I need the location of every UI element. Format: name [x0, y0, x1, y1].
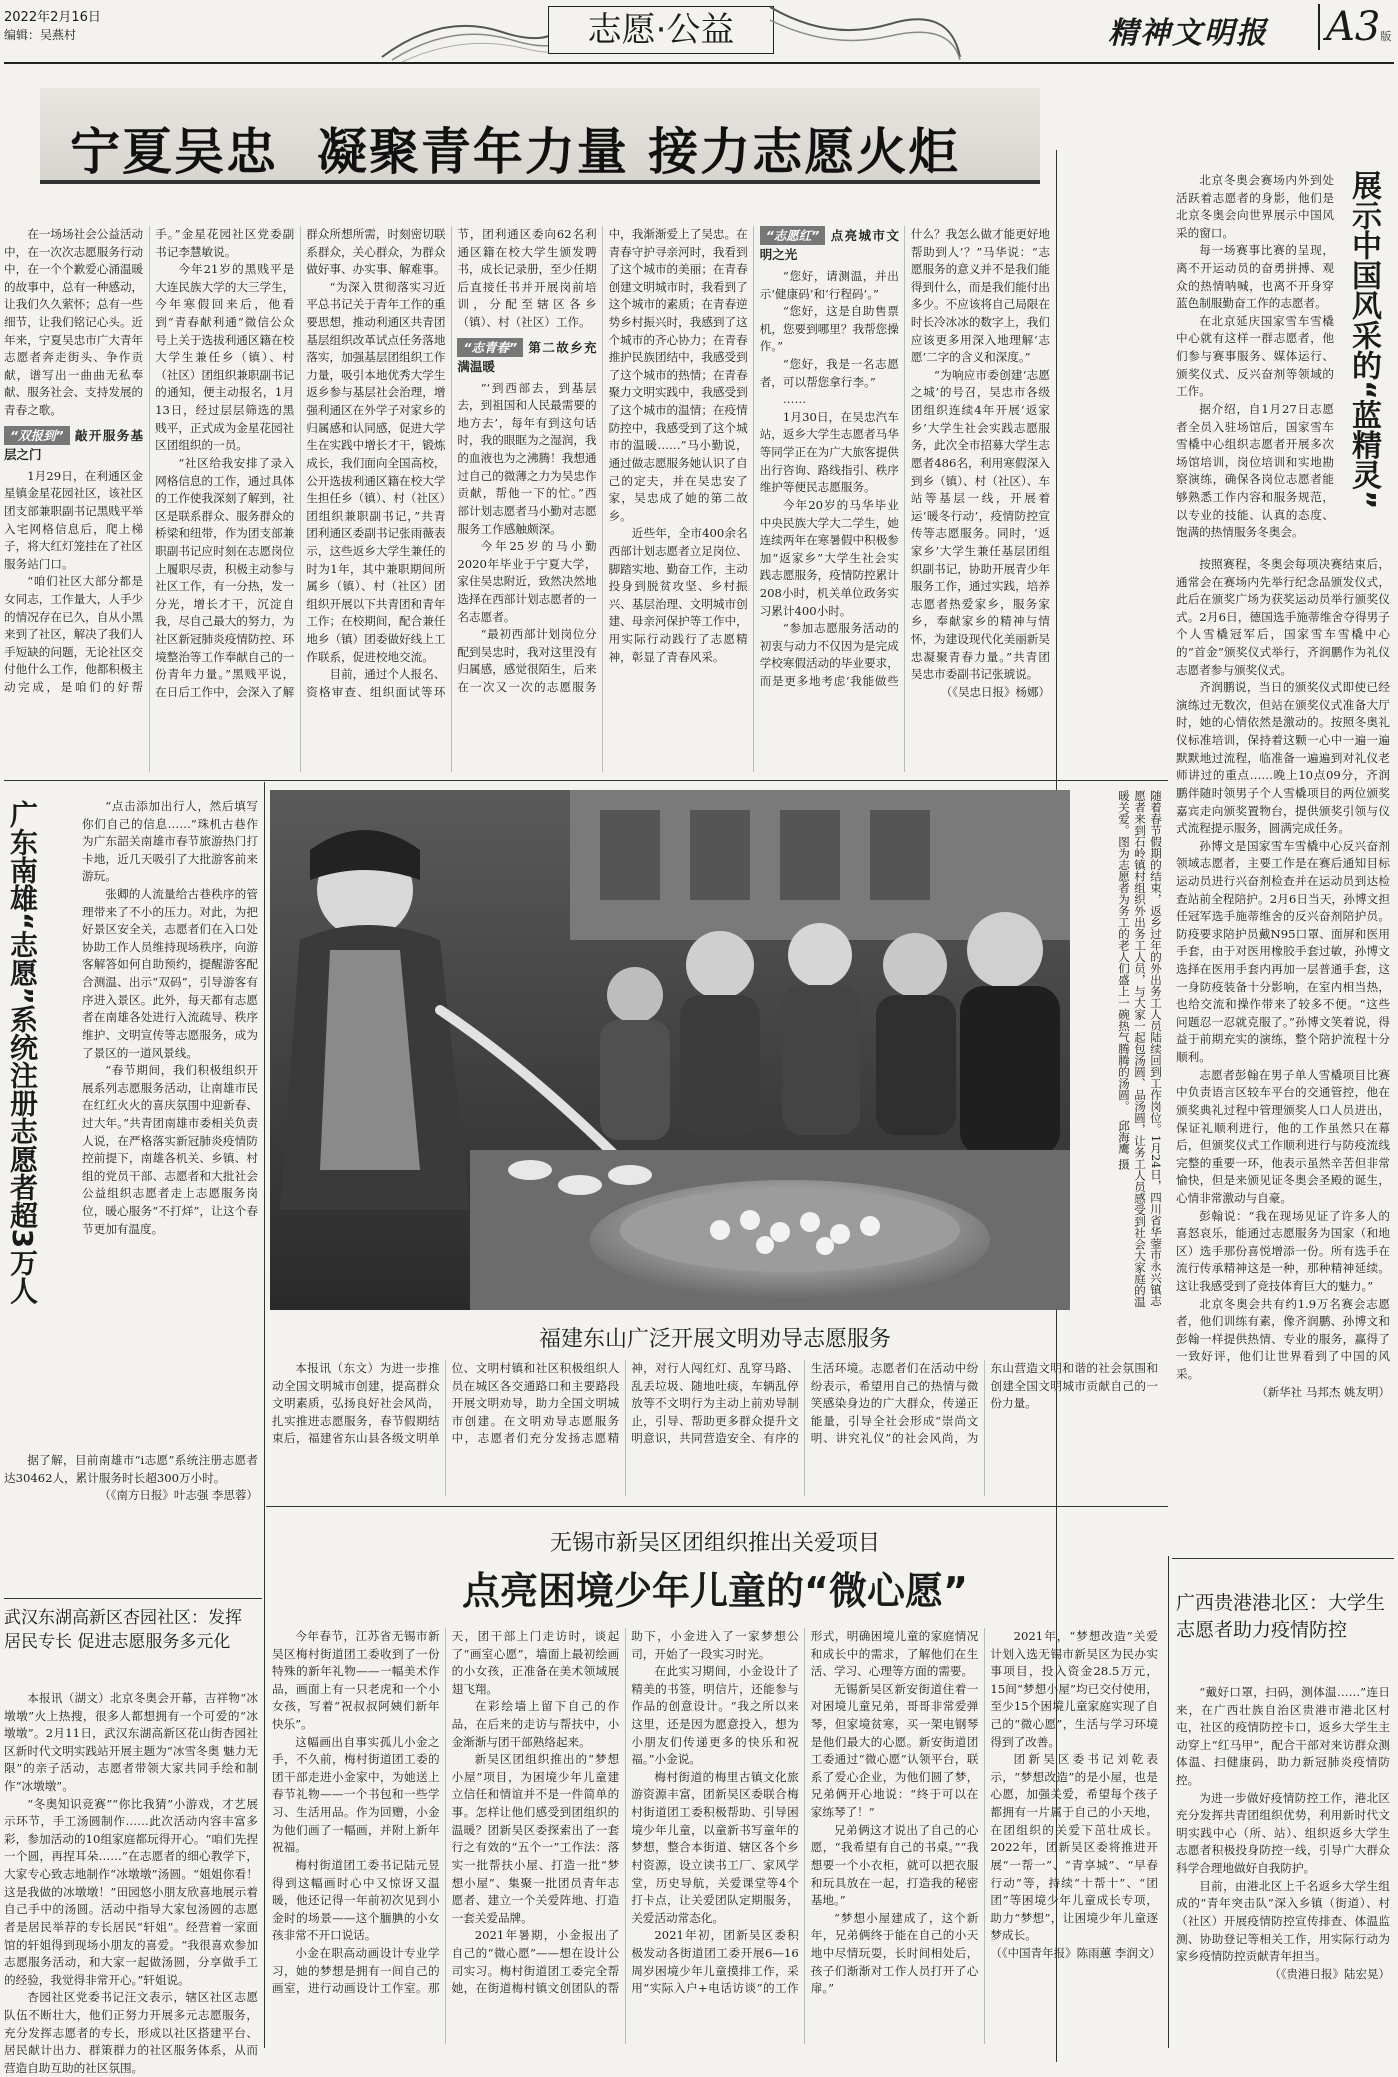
wuxi-article: [272, 1628, 1161, 2044]
nanxiong-credit: （《南方日报》叶志强 李思蓉）: [99, 1488, 258, 1503]
guangxi-paragraph: 目前，由港北区上千名返乡大学生组成的“青年突击队”深入乡镇（街道）、村（社区）开展疫情防控宣传排查、体温监测、协助登记等相关工作，用实际行动为家乡疫情防控贡献青年担当。: [1176, 1878, 1390, 1964]
lead-subhead-1-text: 敲开服务基层之门: [4, 427, 144, 462]
right-credit: （新华社 马邦杰 姚友明）: [1256, 1384, 1390, 1399]
lead-intro: 在一场场社会公益活动中，在一次次志愿服务行动中，在一个个歉爱心涌温暖的故事中，总有一种感动，让我们久久萦怀；总有一些细节，让我们铭记心头。近年来，宁夏吴忠市广大青年志愿者奔走街头、争作贡献，谱写出一曲曲无私奉献、服务社会、支持发展的青春之歌。: [4, 227, 144, 418]
lead-paragraph: 今年21岁的黑贱平是大连民族大学的大三学生，今年寒假回来后，他看到“青春献利通”微信公众号上关于选拔利通区籍在校大学生兼任乡（镇）、村（社区）团组织兼职副书记的通知，便主动报名，1月13日，经过层层筛选的黑贱平，正式成为金星花园社区团组织的一员。: [155, 262, 295, 453]
guangxi-paragraph: “戴好口罩，扫码，测体温……”连日来，在广西壮族自治区贵港市港北区村屯，社区的疫情防控卡口，返乡大学生主动穿上“红马甲”，配合干部对来访群众测体温、扫健康码，助力新冠肺炎疫情防控。: [1176, 1685, 1390, 1788]
right-headline: 展示中国风采的“蓝精灵”: [1346, 170, 1381, 510]
wuxi-paragraph: 新吴区团组织推出的“梦想小屋”项目，为困境少年儿童建立信任和情谊并不是一件简单的事。怎样让他们感受到团组织的温暖？团新吴区委探索出了一套行之有效的“五个一”工作法：落实一批帮扶小屋、打造一批“梦想小屋”、集聚一批团员青年志愿者、建立一个关爱阵地、打造一套关爱品牌。: [451, 1752, 620, 1925]
lead-paragraph: “您好，请测温，并出示‘健康码’和‘行程码’。”: [759, 269, 899, 301]
lead-subhead-3-text: 点亮城市文明之光: [759, 228, 899, 262]
left-mid-top-rule: [4, 780, 1168, 781]
lead-paragraph: 目前，通过个人报名、资格审查、组织面试等环节，团利通区委向62名利通区籍在校大学生颁发聘书，成长记录册，至少任期后直接任书并开展岗前培训，分配至辖区各乡（镇）、村（社区）工作。: [306, 227, 597, 699]
wuxi-paragraph: 无锡新吴区新安街道住着一对困境儿童兄弟，哥哥非常爱弹琴，但家境贫寒，买一架电钢琴是他们最大的心愿。新安街道团工委通过“微心愿”认领平台，联系了爱心企业，为他们圆了梦，兄弟俩开心地说：“终于可以在家练琴了！”: [810, 1681, 979, 1820]
lead-paragraph: 近些年，全市400余名西部计划志愿者立足岗位、脚踏实地、勤奋工作，主动投身到脱贫攻坚、乡村振兴、基层治理、文明城市创建、母亲河保护等工作中，用实际行动践行了志愿精神，彰显了青春风采。: [608, 526, 748, 664]
wuhan-paragraph: 杏园社区党委书记汪文表示，辖区社区志愿队伍不断壮大，他们正努力开展多元志愿服务，充分发挥志愿者的专长，形成以社区搭建平台、居民献计出力、群策群力的社区服务体系，从而营造自助互助的社区氛围。: [4, 1990, 258, 2075]
lead-subhead-2: [457, 338, 596, 376]
lead-paragraph: 今年20岁的马华毕业中央民族大学大二学生，她连续两年在寒暑假中积极参加“返家乡”大学生社会实践志愿服务，疫情防控累计208小时，机关单位政务实习累计400小时。: [759, 497, 899, 618]
wuxi-paragraph: 2021年初，团新吴区委积极发动各街道团工委开展6—16周岁困境少年儿童摸排工作，采用“实际入户+电话访谈”的工作形式，明确困境儿童的家庭情况和成长中的需求，了解他们在生活、学习、心理等方面的需要。: [631, 1629, 979, 1996]
right-paragraph: 志愿者彭翰在男子单人雪橇项目比赛中负责语言区较车平台的交通管控，他在颁奖典礼过程中管理颁奖人口人员进出，保证礼顺利进行，他的工作虽然只在幕后，但颁奖仪式工作顺利进行与防疫流线完整的重要一环，他表示虽然辛苦但非常愉快，但是来颁见证冬奥会圣殿的诞生，心情非常激动与自豪。: [1176, 1067, 1390, 1205]
lead-paragraph: 1月30日，在吴忠汽车站，返乡大学生志愿者马华等同学正在为广大旅客提供出行咨询、路线指引、秩序维护等便民志愿服务。: [759, 409, 899, 495]
wuhan-headline: 武汉东湖高新区杏园社区：发挥居民专长 促进志愿服务多元化: [4, 1608, 242, 1652]
right-paragraph: 在北京延庆国家雪车雪橇中心就有这样一群志愿者，他们参与赛事服务、媒体运行、颁奖仪式、反兴奋剂等领域的工作。: [1176, 313, 1334, 399]
right-paragraph: 彭翰说：“我在现场见证了许多人的喜怒哀乐，能通过志愿服务为国家（和地区）选手那份喜悦增添一份。所有选手在流行传承精神这是一种，那种精神延续。这让我感受到了竞技体育巨大的魅力。”: [1176, 1208, 1390, 1293]
nanxiong-paragraph: 张卿的人流量给古巷秩序的管理带来了不小的压力。对此，为把好景区安全关，志愿者们在入口处协助工作人员维持现场秩序，向游客解答如何自助预约，提醒游客配合测温、出示“双码”，引导游客有序进入景区。此外，每天都有志愿者在南雄各处进行入流疏导、秩序维护、文明宣传等志愿服务，成为了景区的一道风景线。: [82, 887, 258, 1060]
wuxi-kicker: 无锡市新吴区团组织推出关爱项目: [549, 1531, 880, 1556]
page-number-suffix: 版: [1380, 30, 1392, 43]
photo-caption: [1074, 790, 1164, 1310]
nanxiong-paragraph: “点击添加出行人，然后填写你们自己的信息……”珠机古巷作为广东韶关南雄市春节旅游热门打卡地，近几天吸引了大批游客前来游玩。: [82, 799, 258, 884]
guangxi-article: [1176, 1684, 1390, 2044]
lead-credit: （《吴忠日报》杨娜）: [940, 684, 1050, 699]
lead-paragraph: “为响应市委创建‘志愿之城’的号召，吴忠市各级团组织连续4年开展‘返家乡’大学生社会实践志愿服务，此次全市招募大学生志愿者486名，利用寒假深入到乡（镇）、村（社区）、车站等基层一线，开展着运‘暖冬行动’，疫情防控宣传等志愿服务。同时，‘返家乡’大学生兼任基层团组织副书记，协助开展青少年服务工作，通过实践，培养志愿者热爱家乡，服务家乡，奉献家乡的精神与情怀，为建设现代化美丽新吴忠凝聚青春力量。”共青团吴忠市委副书记张琥说。: [910, 367, 1050, 682]
lead-paragraph: “您好，这是自助售票机，您要到哪里？我帮您操作。”: [759, 304, 899, 354]
nanxiong-headline: 广东南雄“志愿”系统注册志愿者超3万人: [6, 800, 39, 1305]
lead-subhead-3: [760, 226, 899, 264]
fujian-headline: 福建东山广泛开展文明劝导志愿服务: [538, 1327, 891, 1352]
fujian-article: [272, 1360, 1158, 1496]
right-article-cont: [1176, 556, 1390, 1548]
wuxi-body: [272, 1628, 1161, 1998]
lead-body: [4, 226, 1050, 701]
lead-subhead-1: [4, 426, 143, 464]
lead-subhead-2-text: 第二故乡充满温暖: [457, 339, 597, 374]
guangxi-paragraph: 为进一步做好疫情防控工作，港北区充分发挥共青团组织优势，利用新时代文明实践中心（所、站）、组织返乡大学生志愿者积极投身防控一线，引导广大群众科学合理地做好自我防护。: [1176, 1790, 1390, 1876]
wuxi-paragraph: 2021年暑期，小金报出了自己的“微心愿”——想在设计公司实习。梅村街道团工委完全帮她，在街道梅村镇文创团队的帮助下，小金进入了一家梦想公司，开始了一段实习时光。: [451, 1629, 799, 1996]
page-number: [1318, 4, 1391, 50]
volunteer-photo: [270, 790, 1070, 1310]
wuxi-paragraph: 兄弟俩这才说出了自己的心愿，“我希望有自己的书桌。”“我想要一个小衣柜，就可以把衣服和玩具放在一起，打造我的秘密基地。”: [810, 1822, 979, 1908]
wuhan-paragraph: 本报讯（湖文）北京冬奥会开幕，吉祥物“冰墩墩”火上热搜，很多人都想拥有一个可爱的“冰墩墩”。2月11日，武汉东湖高新区花山街杏园社区新时代文明实践站开展主题为“冰雪冬奥 魅力无限”的亲子活动，志愿者带领大家共同手绘和制作“冰墩墩”。: [4, 1691, 258, 1794]
right-article: [1176, 172, 1334, 552]
lead-subhead-3-tag: “志愿红”: [760, 226, 826, 245]
header-rule: [4, 62, 1394, 64]
lead-paragraph: 今年25岁的马小勤2020年毕业于宁夏大学，家住吴忠附近，致然决然地选择在西部计划志愿者的一名志愿者。: [457, 539, 597, 624]
right-paragraph: 齐润鹏说，当日的颁奖仪式即使已经演练过无数次，但站在颁奖仪式准备大厅时，她的心情依然是激动的。按照冬奥礼仪标准培训，保持着这颗一心中一遍一遍默默地过流程，临准备一遍遍到对礼仪老师讲过的重点……晚上10点09分，齐润鹏伴随时领男子个人雪橇项目的两位颁奖嘉宾走向颁奖置物台，提供颁奖引领与仪式流程提示服务，圆满完成任务。: [1176, 680, 1390, 836]
lead-paragraph: ……: [782, 392, 807, 407]
nanxiong-article: [82, 798, 258, 1448]
lead-subhead-1-tag: “双报到”: [4, 426, 70, 445]
wuxi-paragraph: 2021年，“梦想改造”关爱计划入选无锡市新吴区为民办实事项目，投入资金28.5万元，15间“梦想小屋”均已交付使用，至少15个困境儿童家庭实现了自己的“微心愿”，生活与学习环境得到了改善。: [990, 1629, 1158, 1749]
wuxi-paragraph: 小金在职高动画设计专业学习，她的梦想是拥有一间自己的画室，进行动画设计工作室。那天，团干部上门走访时，谈起了“画室心愿”，墙面上最初绘画的小女孩，正准备在美术领域展翅飞翔。: [272, 1629, 620, 1996]
wuxi-paragraph: 团新吴区委书记刘乾表示，“梦想改造”的是小屋，也是心愿，加强关爱，希望每个孩子都拥有一片属于自己的小天地，在团组织的关爱下茁壮成长。2022年，团新吴区委将推进开展“一帮一”、“青享城”、“早春行动”等，持续“十帮十”、“团团”等困境少年儿童成长专项，助力“梦想”，让困境少年儿童逐梦成长。: [990, 1752, 1158, 1943]
fujian-body: [272, 1360, 1158, 1448]
header-ornament-left: [382, 2, 572, 62]
lead-paragraph: “为深入贯彻落实习近平总书记关于青年工作的重要思想，推动利通区共青团基层组织改革试点任务落地落实，加强基层团组织工作力量，吸引本地优秀大学生返乡参与基层社会治理，增强利通区在外学子对家乡的归属感和认同感，促进大学生在实践中增长才干，锻炼成长，我们面向全国高校，公开选拔利通区籍在校大学生担任乡（镇）、村（社区）团组织兼职副书记，”共青团利通区委副书记张雨薇表示，这些返乡大学生兼任的时为1年，其中兼职期间所属乡（镇）、村（社区）团组织开展以下共青团和青年工作；在校期间，配合兼任地乡（镇）团委做好线上工作联系，促进校地交流。: [306, 279, 446, 664]
right-paragraph: 北京冬奥会共有约1.9万名赛会志愿者，他们训练有素，像齐润鹏、孙博文和彭翰一样提供热情、专业的服务，赢得了一致好评，他们让世界看到了中国的风采。: [1176, 1296, 1390, 1382]
wuhan-paragraph: “冬奥知识竞赛”“你比我猜”小游戏，才艺展示环节，手工汤圆制作……此次活动内容丰富多彩，参加活动的10组家庭都玩得开心。“咱们先捏一个圆，再捏耳朵……”在志愿者的细心教学下，大家专心致志地制作“冰墩墩”汤圆。“姐姐你看！这是我做的冰墩墩！”田园悠小朋友欣喜地展示着自己手中的汤圆。活动中指导大家包汤圆的志愿者是居民举荐的专长居民“轩姐”。经营着一家面馆的轩姐得到现场小朋友的喜爱。“我很喜欢参加志愿服务活动，和大家一起做汤圆，分享做手工的经验，我觉得非常开心。”轩姐说。: [4, 1796, 258, 1987]
section-title: 志愿·公益: [548, 6, 774, 54]
fujian-bottom-rule: [266, 1506, 1168, 1507]
lead-article: [4, 226, 1050, 772]
lead-paragraph: 1月29日，在利通区金星镇金星花园社区，该社区团支部兼职副书记黑贱平举入宅网格信息后，爬上梯子，将大红灯笼挂在了社区服务站门口。: [4, 468, 144, 571]
wuxi-paragraph: 梅村街道的梅里古镇文化旅游资源丰富，团新吴区委联合梅村街道团工委积极帮助、引导困境少年儿童，以童新书写童年的梦想，整合本街道、辖区各个乡村资源，设立读书工厂、家风学堂，历史导航，关爱课堂等4个打卡点，让关爱团队定期服务，关爱活动常态化。: [631, 1769, 799, 1925]
wuhan-article: [4, 1690, 258, 2075]
guangxi-headline: 广西贵港港北区：大学生志愿者助力疫情防控: [1176, 1592, 1386, 1641]
lead-paragraph: “参加志愿服务活动的初衷与动力不仅因为是完成学校寒假活动的毕业要求，而是更多地考虑‘我能做些什么？我怎么做才能更好地帮助到人’？”马华说：“志愿服务的意义并不是我们能得到什么，而是我们能付出多少。不应该将自己局限在时长冷冰冰的数字上，我们应该更多用深入地理解‘志愿’二字的含义和深度。”: [759, 227, 1050, 689]
nanxiong-paragraph: “春节期间，我们积极组织开展系列志愿服务活动，让南雄市民在红红火火的喜庆氛围中迎新春、过大年。”共青团南雄市委相关负责人说，在严格落实新冠肺炎疫情防控前提下，南雄各机关、乡镇、村组的党员干部、志愿者和大批社会公益组织志愿者走上志愿服务岗位，暖心服务“不打烊”，让这个春节更加有温度。: [82, 1063, 258, 1236]
right-paragraph: 据介绍，自1月27日志愿者全员入驻场馆后，国家雪车雪橇中心组织志愿者开展多次场馆培训，岗位培训和实地勘察演练，确保各岗位志愿者能够熟悉工作内容和服务规范，以专业的技能、认真的态度、饱满的热情服务冬奥会。: [1176, 401, 1334, 540]
wuhan-top-rule: [4, 1598, 262, 1599]
guangxi-credit: （《贵港日报》陆宏晃）: [1269, 1966, 1390, 1981]
nanxiong-article-tail: [4, 1452, 258, 1592]
right-paragraph: 每一场赛事比赛的呈现，离不开运动员的奋勇拼搏、观众的热情呐喊，也离不开身穿蓝色制服勤奋工作的志愿者。: [1176, 243, 1334, 311]
photo-credit: 邱海鹰 摄: [1117, 1120, 1131, 1170]
wuxi-paragraph: 今年春节，江苏省无锡市新吴区梅村街道团工委收到了一份特殊的新年礼物——一幅美术作品，画面上有一只老虎和一个小女孩，写着“祝叔叔阿姨们新年快乐”。: [272, 1629, 440, 1732]
wuxi-paragraph: “梦想小屋建成了，这个新年，兄弟俩终于能在自己的小天地中尽情玩耍，长时间相处后，孩子们渐渐对工作人员打开了心扉。”: [810, 1910, 979, 1996]
lead-paragraph: “‘到西部去，到基层去，到祖国和人民最需要的地方去’，每年有到这句话时，我的眼眶为之湿润，我的血液也为之沸腾！我想通过自己的微薄之力为吴忠作贡献，帮他一下的忙。”西部计划志愿者马小勤对志愿服务工作感触颇深。: [457, 380, 597, 536]
header-ornament-right: [770, 2, 960, 62]
wuxi-paragraph: 在彩绘墙上留下自己的作品，在后来的走访与帮扶中，小金渐渐与团干部熟络起来。: [451, 1699, 620, 1749]
left-column-rule: [264, 782, 265, 2048]
lead-paragraph: “您好，我是一名志愿者，可以帮您拿行李。”: [759, 357, 899, 389]
wuxi-headline: 点亮困境少年儿童的“微心愿”: [462, 1569, 968, 1613]
page-number-label: A3: [1326, 4, 1381, 50]
photo-caption-text: 随着春节假期的结束，返乡过年的外出务工人员陆续回到工作岗位。1月24日，四川省华蓥市永兴镇志愿者来到石岭镇村组织外出务工人员，与大家一起包汤圆、品汤圆，让务工人员感受到社会大家庭的温暖关爱。图为志愿者为务工的老人们盛上一碗热气腾腾的汤圆。: [1117, 790, 1163, 1308]
right-paragraph: 北京冬奥会赛场内外到处活跃着志愿者的身影，他们是北京冬奥会向世界展示中国风采的窗口。: [1176, 173, 1334, 240]
nanxiong-paragraph: 据了解，目前南雄市“i志愿”系统注册志愿者达30462人，累计服务时长超300万小时。: [4, 1453, 258, 1485]
wuxi-paragraph: 梅村街道团工委书记陆元昱得到这幅画时心中又惊讶又温暖，他还记得一年前初次见到小金时的场景——这个腼腆的小女孩非常不开口说话。: [272, 1857, 440, 1943]
wuxi-right-rule: [1168, 1556, 1169, 2048]
wuxi-paragraph: 在此实习期间，小金设计了精美的书签，明信片，还能参与作品的创意设计。“我之所以来这里，还是因为愿意投入，想为小朋友们传递更多的快乐和祝福。”小金说。: [631, 1664, 799, 1767]
fujian-paragraph: 本报讯（东文）为进一步推动全国文明城市创建，提高群众文明素质，弘扬良好社会风尚，扎实推进志愿服务，春节假期结束后，福建省东山县各级文明单位、文明村镇和社区积极组织人员在城区各交通路口和主要路段开展文明劝导，助力全国文明城市创建。在文明劝导志愿服务中，志愿者们充分发扬志愿精神，对行人闯红灯、乱穿马路、乱丢垃圾、随地吐痰，车辆乱停放等不文明行为主动上前劝导制止，引导、帮助更多群众提升文明意识，共同营造安全、有序的生活环境。志愿者们在活动中纷纷表示，希望用自己的热情与微笑感染身边的广大群众，传递正能量，引导全社会形成“崇尚文明、讲究礼仪”的社会风尚，为东山营造文明和谐的社会氛围和创建全国文明城市贡献自己的一份力量。: [272, 1361, 1158, 1446]
right-paragraph: 孙博文是国家雪车雪橇中心反兴奋剂领域志愿者，主要工作是在赛后通知目标运动员进行兴奋剂检查并在运动员到达检查站前全程陪护。2月6日当天，孙博文担任冠军选手施蒂维舍的反兴奋剂陪护员。防疫要求陪护员戴N95口罩、面屏和医用手套，由于对医用橡胶手套过敏，孙博文选择在医用手套内再加一层普通手套，这一身防疫装备十分影响，在室内相当热，也给交流和操作带来了较多不便。“这些问题忍一忍就克服了。”孙博文笑着说，得益于前期充实的演练，整个陪护流程十分顺利。: [1176, 838, 1390, 1065]
wuxi-credit: （《中国青年报》陈雨蕙 李润文）: [990, 1945, 1161, 1960]
wuxi-paragraph: 这幅画出自事实孤儿小金之手，不久前，梅村街道团工委的团干部走进小金家中，为她送上春节礼物——一个书包和一些学习、生活用品。作为回赠，小金为他们画了一幅画，并附上新年祝福。: [272, 1734, 440, 1855]
lead-paragraph: “咱们社区大部分都是女同志，工作量大，人手少的情况存在已久，自从小黑来到了社区，解决了我们人手短缺的问题，无论社区交付他什么工作，他都积极主动完成，是咱们的好帮手。”金星花园社区党委副书记李慧敏说。: [4, 227, 295, 695]
lead-paragraph: “最初西部计划岗位分配到吴忠时，我对这里没有归属感，感觉很陌生，后来在一次又一次的志愿服务中，我渐渐爱上了吴忠。在青春守护寻亲河时，我看到了这个城市的美丽；在青春创建文明城市时，我看到了这个城市的素质；在青春逆势乡村振兴时，我感到了这个城市的齐心协力；在青春推护民族团结中，我感受到了这个城市的热情；在青春聚力文明实践中，我感受到了这个城市的温情；在疫情防控中，我感受到了这个城市的温暖……”马小勤说，通过做志愿服务她认识了自己的定夫，并在吴忠安了家，吴忠成了她的第二故乡。: [457, 227, 748, 695]
lead-paragraph: “社区给我安排了录入网格信息的工作，通过具体的工作使我深刻了解到，社区是联系群众、服务群众的桥梁和纽带，作为团支部兼职副书记应时刻在志愿岗位上履职尽责，积极主动参与社区工作，有一分热，发一分光，增长才干，沉淀自我，尽自己最大的努力，为社区新冠肺炎疫情防控、环境整治等工作奉献自己的一份青年力量。”黑贱平说，在日后工作中，会深入了解群众所想所需，时刻密切联系群众，关心群众，为群众做好事、办实事、解难事。: [155, 227, 446, 699]
right-paragraph: 按照赛程，冬奥会每项决赛结束后，通常会在赛场内先举行纪念品颁发仪式，此后在颁奖广场为获奖运动员举行颁奖仪式。2月6日，德国选手施蒂维舍夺得男子个人雪橇冠军后，国家雪车雪橇中心的“首金”颁奖仪式举行，齐润鹏作为礼仪志愿者参与颁奖仪式。: [1176, 557, 1390, 677]
guangxi-top-rule: [1172, 1558, 1394, 1559]
editor-line: 编辑：吴燕村: [4, 28, 77, 42]
lead-subhead-2-tag: “志青春”: [457, 338, 523, 357]
masthead: 精神文明报: [1108, 16, 1268, 51]
issue-date: 2022年2月16日: [4, 10, 101, 25]
lead-headline: 宁夏吴忠 凝聚青年力量 接力志愿火炬: [70, 123, 961, 181]
